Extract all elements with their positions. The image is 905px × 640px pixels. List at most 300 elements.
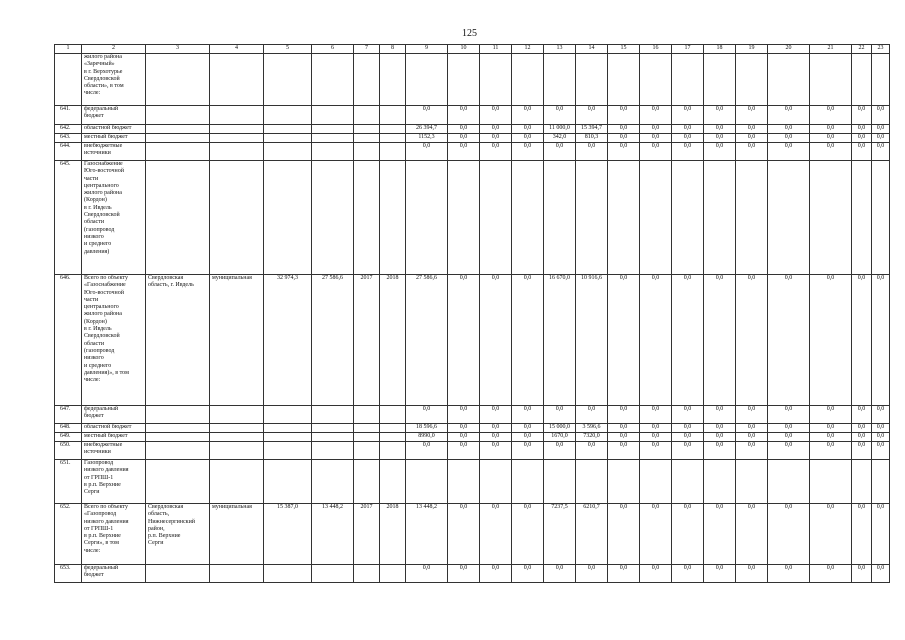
table-cell: 0,0 [672, 143, 704, 161]
table-cell: 0,0 [512, 565, 544, 583]
table-cell: 0,0 [736, 565, 768, 583]
table-cell: 0,0 [480, 143, 512, 161]
table-cell: 0,0 [608, 565, 640, 583]
table-cell [704, 460, 736, 504]
table-cell: Свердловская область, Нижнесергинский район, р.п. Верхние Серги [146, 504, 210, 565]
table-cell: 0,0 [810, 406, 852, 424]
column-number: 3 [146, 45, 210, 54]
table-cell [448, 460, 480, 504]
table-cell: 0,0 [640, 406, 672, 424]
table-cell: 0,0 [480, 106, 512, 125]
table-cell [480, 54, 512, 106]
table-cell: 0,0 [448, 275, 480, 406]
table-cell: внебюджетные источники [82, 143, 146, 161]
table-cell: 643. [55, 134, 82, 143]
table-cell: 0,0 [768, 442, 810, 460]
column-number: 12 [512, 45, 544, 54]
table-cell: 0,0 [736, 442, 768, 460]
table-cell: 0,0 [704, 424, 736, 433]
table-cell: 11 000,0 [544, 125, 576, 134]
table-cell: 651. [55, 460, 82, 504]
table-cell [146, 143, 210, 161]
table-cell: 0,0 [608, 424, 640, 433]
table-cell: 0,0 [872, 442, 890, 460]
table-cell [146, 433, 210, 442]
table-cell [210, 125, 264, 134]
table-cell: 16 670,0 [544, 275, 576, 406]
table-cell [576, 161, 608, 275]
table-cell [544, 460, 576, 504]
table-cell: 0,0 [608, 442, 640, 460]
table-cell: 0,0 [406, 106, 448, 125]
table-cell [312, 106, 354, 125]
table-cell [380, 161, 406, 275]
column-number: 15 [608, 45, 640, 54]
table-cell: 0,0 [480, 275, 512, 406]
table-cell: 0,0 [768, 106, 810, 125]
table-cell: 0,0 [768, 424, 810, 433]
table-cell [146, 161, 210, 275]
table-cell: 0,0 [852, 565, 872, 583]
table-cell [380, 433, 406, 442]
table-cell: 2018 [380, 504, 406, 565]
table-cell: 0,0 [672, 134, 704, 143]
table-cell [210, 134, 264, 143]
table-cell: 0,0 [576, 143, 608, 161]
table-cell: 0,0 [608, 125, 640, 134]
table-cell [264, 125, 312, 134]
table-row [55, 565, 890, 583]
table-cell [512, 54, 544, 106]
column-number: 22 [852, 45, 872, 54]
column-number: 6 [312, 45, 354, 54]
table-cell: 0,0 [406, 143, 448, 161]
table-cell: федеральный бюджет [82, 406, 146, 424]
table-cell: 7237,5 [544, 504, 576, 565]
table-cell: 13 448,2 [406, 504, 448, 565]
table-cell [354, 565, 380, 583]
table-cell: 342,0 [544, 134, 576, 143]
table-cell: 0,0 [448, 565, 480, 583]
table-cell [480, 161, 512, 275]
table-cell: 0,0 [852, 433, 872, 442]
table-cell [736, 54, 768, 106]
table-cell: 644. [55, 143, 82, 161]
table-cell: 642. [55, 125, 82, 134]
table-cell: 0,0 [852, 275, 872, 406]
table-cell [736, 460, 768, 504]
table-cell: 0,0 [512, 406, 544, 424]
table-cell: 0,0 [768, 433, 810, 442]
table-cell [264, 565, 312, 583]
table-cell [640, 54, 672, 106]
table-cell: 0,0 [704, 275, 736, 406]
table-cell: 0,0 [704, 433, 736, 442]
table-cell: 0,0 [852, 504, 872, 565]
table-cell [312, 161, 354, 275]
table-cell: 0,0 [872, 565, 890, 583]
table-cell: 0,0 [810, 275, 852, 406]
table-cell: 0,0 [852, 143, 872, 161]
table-cell: 0,0 [768, 125, 810, 134]
column-number: 9 [406, 45, 448, 54]
table-cell: федеральный бюджет [82, 106, 146, 125]
table-cell: 652. [55, 504, 82, 565]
table-cell: 0,0 [576, 442, 608, 460]
table-cell: 0,0 [640, 125, 672, 134]
table-cell: 0,0 [512, 106, 544, 125]
table-cell: 645. [55, 161, 82, 275]
table-cell: 0,0 [872, 424, 890, 433]
table-cell: 0,0 [810, 565, 852, 583]
table-cell: 0,0 [448, 504, 480, 565]
table-cell [210, 565, 264, 583]
column-number: 5 [264, 45, 312, 54]
table-cell [210, 433, 264, 442]
table-cell: областной бюджет [82, 125, 146, 134]
table-cell: 0,0 [640, 134, 672, 143]
table-cell [512, 161, 544, 275]
table-cell [672, 460, 704, 504]
table-cell [380, 565, 406, 583]
column-number: 13 [544, 45, 576, 54]
table-cell [380, 106, 406, 125]
table-cell: 0,0 [872, 275, 890, 406]
table-row [55, 106, 890, 125]
column-number-row [55, 45, 890, 54]
column-number: 10 [448, 45, 480, 54]
page-number: 125 [462, 28, 477, 39]
table-cell: 0,0 [406, 406, 448, 424]
table-cell [312, 424, 354, 433]
table-cell: 0,0 [640, 565, 672, 583]
table-cell [264, 460, 312, 504]
table-cell: 0,0 [736, 424, 768, 433]
table-cell: 650. [55, 442, 82, 460]
table-cell: 0,0 [608, 433, 640, 442]
table-cell: 0,0 [448, 125, 480, 134]
table-cell: 0,0 [852, 134, 872, 143]
table-cell [736, 161, 768, 275]
table-cell: 0,0 [810, 143, 852, 161]
table-cell: 0,0 [640, 424, 672, 433]
table-cell [354, 442, 380, 460]
table-cell [576, 54, 608, 106]
table-cell [210, 442, 264, 460]
table-cell [768, 460, 810, 504]
table-cell [640, 161, 672, 275]
table-cell: 0,0 [406, 565, 448, 583]
table-cell: 0,0 [544, 106, 576, 125]
table-cell: 0,0 [448, 134, 480, 143]
table-cell: 0,0 [852, 125, 872, 134]
table-cell: 0,0 [608, 106, 640, 125]
table-cell: 0,0 [448, 433, 480, 442]
table-cell [380, 424, 406, 433]
table-cell: 0,0 [608, 275, 640, 406]
table-cell [312, 143, 354, 161]
table-cell [512, 460, 544, 504]
table-cell: 0,0 [852, 424, 872, 433]
table-cell [810, 460, 852, 504]
table-cell: 8990,0 [406, 433, 448, 442]
table-row [55, 134, 890, 143]
table-cell [312, 134, 354, 143]
table-cell [576, 460, 608, 504]
table-cell [264, 406, 312, 424]
table-cell: местный бюджет [82, 433, 146, 442]
table-cell [312, 433, 354, 442]
table-row [55, 442, 890, 460]
table-cell: 0,0 [672, 442, 704, 460]
table-cell: 0,0 [512, 275, 544, 406]
table-cell: 1152,3 [406, 134, 448, 143]
table-cell [146, 406, 210, 424]
table-cell: 0,0 [672, 504, 704, 565]
table-cell [852, 161, 872, 275]
table-cell: 0,0 [768, 275, 810, 406]
column-number: 4 [210, 45, 264, 54]
table-cell [380, 442, 406, 460]
table-cell: Всего по объекту «Газоснабжение Юго-восточной части центрального жилого района (Кордон) в г. Ивдель Свердловской области (газопровод низкого и среднего давления)», в том числе: [82, 275, 146, 406]
table-row [55, 143, 890, 161]
table-cell: 0,0 [480, 504, 512, 565]
column-number: 2 [82, 45, 146, 54]
table-cell [768, 54, 810, 106]
table-cell [210, 460, 264, 504]
table-cell: 0,0 [640, 433, 672, 442]
table-cell: 810,3 [576, 134, 608, 143]
table-cell: 0,0 [640, 143, 672, 161]
table-cell: 0,0 [672, 424, 704, 433]
table-cell: 0,0 [810, 424, 852, 433]
column-number: 1 [55, 45, 82, 54]
table-cell: 653. [55, 565, 82, 583]
table-cell: 0,0 [512, 424, 544, 433]
table-cell [406, 161, 448, 275]
table-row [55, 460, 890, 504]
table-cell: 0,0 [448, 442, 480, 460]
table-cell: 0,0 [480, 565, 512, 583]
table-cell [704, 161, 736, 275]
table-cell: 0,0 [608, 406, 640, 424]
table-cell [210, 424, 264, 433]
column-number: 19 [736, 45, 768, 54]
table-cell [704, 54, 736, 106]
table-cell: 0,0 [544, 143, 576, 161]
table-cell [380, 134, 406, 143]
table-cell: 0,0 [704, 143, 736, 161]
table-cell [146, 424, 210, 433]
table-cell [264, 433, 312, 442]
table-cell [852, 460, 872, 504]
column-number: 20 [768, 45, 810, 54]
table-cell: 0,0 [736, 125, 768, 134]
table-cell: 0,0 [736, 134, 768, 143]
table-cell [380, 54, 406, 106]
table-cell: 6210,7 [576, 504, 608, 565]
table-cell [448, 161, 480, 275]
table-cell: 0,0 [768, 143, 810, 161]
table-cell: 648. [55, 424, 82, 433]
table-cell: 10 916,6 [576, 275, 608, 406]
table-cell [264, 143, 312, 161]
table-row [55, 406, 890, 424]
table-cell: 0,0 [704, 106, 736, 125]
table-cell: 27 586,6 [312, 275, 354, 406]
table-cell: 0,0 [872, 504, 890, 565]
table-cell: 0,0 [480, 433, 512, 442]
table-cell: 0,0 [852, 406, 872, 424]
table-cell: 0,0 [736, 433, 768, 442]
table-cell [264, 106, 312, 125]
table-cell [810, 54, 852, 106]
table-cell: внебюджетные источники [82, 442, 146, 460]
table-cell: 0,0 [704, 125, 736, 134]
table-cell [380, 406, 406, 424]
table-cell [264, 54, 312, 106]
table-cell [354, 406, 380, 424]
table-cell: 13 448,2 [312, 504, 354, 565]
table-cell [264, 424, 312, 433]
table-cell: 0,0 [640, 442, 672, 460]
table-cell: 649. [55, 433, 82, 442]
table-cell: 0,0 [608, 134, 640, 143]
table-cell: 0,0 [810, 504, 852, 565]
table-cell: 646. [55, 275, 82, 406]
table-cell [146, 54, 210, 106]
table-cell: 0,0 [544, 442, 576, 460]
table-cell [852, 54, 872, 106]
table-cell [872, 460, 890, 504]
table-cell [872, 54, 890, 106]
table-cell: 0,0 [512, 442, 544, 460]
column-number: 17 [672, 45, 704, 54]
table-cell: 0,0 [872, 433, 890, 442]
table-cell: 0,0 [448, 424, 480, 433]
table-cell: 27 586,6 [406, 275, 448, 406]
table-cell [264, 161, 312, 275]
table-cell: 0,0 [810, 442, 852, 460]
table-cell [406, 54, 448, 106]
column-number: 18 [704, 45, 736, 54]
table-cell [312, 406, 354, 424]
table-cell: 0,0 [872, 134, 890, 143]
table-cell: 2017 [354, 275, 380, 406]
column-number: 8 [380, 45, 406, 54]
table-cell: 0,0 [512, 433, 544, 442]
table-cell: 32 974,3 [264, 275, 312, 406]
table-cell [146, 125, 210, 134]
table-row [55, 504, 890, 565]
table-cell: 0,0 [480, 134, 512, 143]
table-cell: 0,0 [576, 106, 608, 125]
table-cell: 0,0 [512, 143, 544, 161]
table-cell [810, 161, 852, 275]
table-cell: 0,0 [704, 442, 736, 460]
table-row [55, 275, 890, 406]
table-cell [640, 460, 672, 504]
table-row [55, 424, 890, 433]
table-cell [264, 134, 312, 143]
table-cell: 0,0 [544, 406, 576, 424]
table-cell: 3 596,6 [576, 424, 608, 433]
table-cell: 0,0 [672, 406, 704, 424]
table-cell: 0,0 [810, 125, 852, 134]
table-cell: областной бюджет [82, 424, 146, 433]
table-row [55, 161, 890, 275]
table-cell [608, 460, 640, 504]
table-cell: 0,0 [872, 406, 890, 424]
table-cell: 0,0 [704, 406, 736, 424]
table-cell [608, 54, 640, 106]
table-cell: 0,0 [608, 504, 640, 565]
table-cell: 0,0 [852, 442, 872, 460]
table-row [55, 54, 890, 106]
table-cell: 0,0 [768, 134, 810, 143]
table-cell [354, 424, 380, 433]
table-cell [146, 460, 210, 504]
table-cell: 0,0 [480, 406, 512, 424]
table-cell: 18 596,6 [406, 424, 448, 433]
table-cell: муниципальная [210, 275, 264, 406]
table-cell: 0,0 [672, 125, 704, 134]
table-cell: 0,0 [852, 106, 872, 125]
table-cell: 7320,0 [576, 433, 608, 442]
table-cell [672, 161, 704, 275]
table-cell: 0,0 [872, 125, 890, 134]
table-cell [380, 125, 406, 134]
table-cell: 0,0 [512, 504, 544, 565]
table-cell: 15 000,0 [544, 424, 576, 433]
table-cell: 0,0 [736, 504, 768, 565]
table-cell: 0,0 [480, 424, 512, 433]
table-cell: 0,0 [448, 106, 480, 125]
table-cell: 0,0 [810, 134, 852, 143]
table-cell [210, 143, 264, 161]
table-cell: 0,0 [512, 125, 544, 134]
table-cell: местный бюджет [82, 134, 146, 143]
table-cell: 0,0 [768, 565, 810, 583]
table-cell: 0,0 [448, 406, 480, 424]
table-cell [312, 442, 354, 460]
table-cell: 0,0 [640, 106, 672, 125]
table-cell [146, 565, 210, 583]
table-cell: 0,0 [406, 442, 448, 460]
table-cell: 0,0 [872, 106, 890, 125]
column-number: 23 [872, 45, 890, 54]
table-cell: Газоснабжение Юго-восточной части центрального жилого района (Кордон) в г. Ивдель Свердловской области (газопровод низкого и среднего давления) [82, 161, 146, 275]
table-cell: 0,0 [576, 406, 608, 424]
column-number: 14 [576, 45, 608, 54]
table-cell: 0,0 [768, 504, 810, 565]
table-cell: 0,0 [640, 504, 672, 565]
table-cell: 0,0 [672, 565, 704, 583]
table-cell: 0,0 [736, 275, 768, 406]
table-cell [146, 134, 210, 143]
table-cell [354, 134, 380, 143]
table-cell [264, 442, 312, 460]
table-cell: 0,0 [672, 433, 704, 442]
table-cell [312, 54, 354, 106]
table-cell: 0,0 [608, 143, 640, 161]
table-cell: Газопровод низкого давления от ГРПШ-1 в р.п. Верхние Серги [82, 460, 146, 504]
table-cell [210, 106, 264, 125]
table-cell [146, 106, 210, 125]
table-cell [210, 161, 264, 275]
table-cell [210, 406, 264, 424]
table-cell: 0,0 [704, 565, 736, 583]
